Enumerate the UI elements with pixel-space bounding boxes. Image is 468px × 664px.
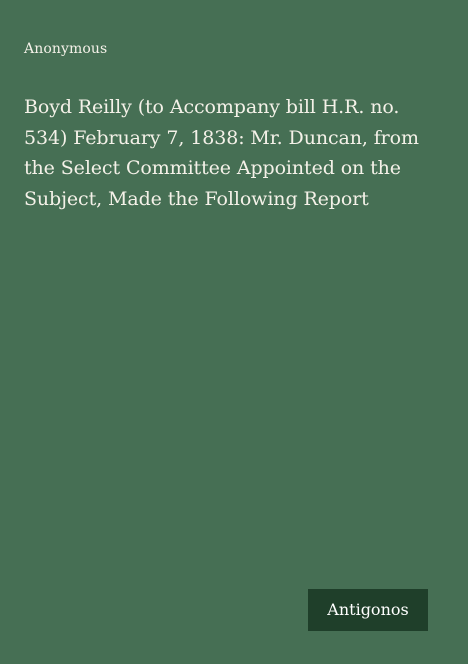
publisher-badge: [308, 589, 428, 631]
author-name: Anonymous: [24, 41, 108, 57]
book-title: Boyd Reilly (to Accompany bill H.R. no. 534) February 7, 1838: Mr. Duncan, from the Select Committee Appointed on the Subject, Made the Following Report: [24, 96, 419, 210]
publisher-name: Antigonos: [327, 600, 409, 619]
